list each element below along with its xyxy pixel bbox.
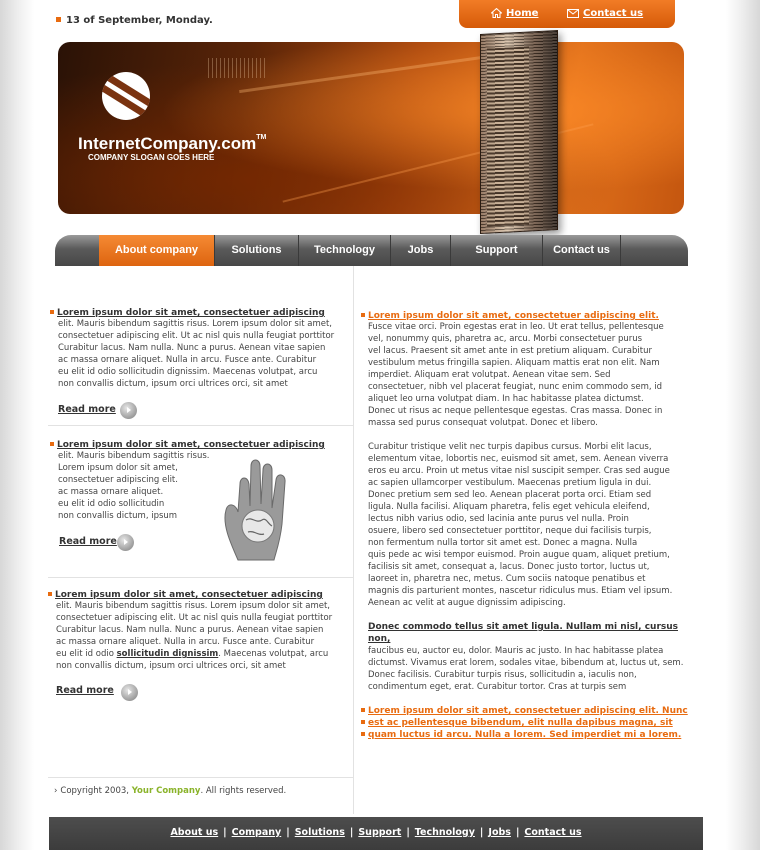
orange-bullet-icon [361, 313, 365, 317]
read-more-link[interactable]: Read more [59, 536, 117, 547]
read-more-link[interactable]: Read more [58, 404, 116, 415]
orange-bullet-icon [56, 17, 61, 22]
news-title-link[interactable]: Lorem ipsum dolor sit amet, consectetuer adipiscing [48, 590, 332, 600]
article-paragraph: Curabitur tristique velit nec turpis dapibus cursus. Morbi elit lacus, elementum vitae, lobortis nec, euismod sit amet, sem. Aenean viverra eros eu arcu. Proin ut metus vitae nisl suscipit semper. Cras sed augue ac sapien ullamcorper vestibulum. Maecenas pretium ligula in dui. Donec pretium sem sed leo. Aenean placerat porta orci. Etiam sed ligula. Nulla facilisi. Aliquam pharetra, felis eget vehicula eleifend, lectus nibh varius odio, sed lacinia ante purus vel nulla. Proin osuere, libero sed consectetuer porttitor, neque dui facilisis turpis, non fermentum nulla tortor sit amet est. Donec a magna. Nulla quis pede ac wisi tempor euismod. Proin augue quam, aliquet pretium, facilisis sit amet, consequat a, lacus. Donec justo tortor, luctus ut, laoreet in, pharetra nec, metus. Cum sociis natoque penatibus et magnis dis parturient montes, nascetur ridiculus mus. Etiam vel ipsum. Aenean ac velit at augue dignissim adipiscing. [368, 442, 673, 608]
company-logo-icon [102, 72, 150, 120]
right-column [355, 266, 703, 814]
date-line [56, 15, 213, 26]
top-links-tab [459, 0, 675, 28]
orange-bullet-icon [361, 720, 365, 724]
news-text: elit. Mauris bibendum sagittis risus. Lorem ipsum dolor sit amet, consectetuer adipiscing elit. Ut ac nisl quis nulla feugiat porttitor Curabitur lacus. Nam nulla. Nunc a purus. Aenean vitae sapien ac massa ornare aliquet. Nulla in arcu. Fusce ante. Curabitur eu elit id odio sollicitudin dignissim. Maecenas volutpat, arcu non convallis dictum, ipsum orci ultrices orci, sit amet [58, 319, 335, 389]
brand-name: InternetCompany.com™ [78, 134, 267, 153]
news-title-link[interactable]: Lorem ipsum dolor sit amet, consectetuer adipiscing [50, 308, 334, 318]
orange-link[interactable]: est ac pellentesque bibendum, elit nulla dapibus magna, sit [361, 717, 701, 729]
inline-link[interactable]: sollicitudin dignissim [116, 649, 219, 659]
orange-link-list [361, 705, 701, 741]
footer-link-technology[interactable]: Technology [414, 827, 475, 838]
hand-globe-image [216, 454, 300, 562]
home-icon [491, 8, 502, 18]
small-arrow-icon: › [54, 786, 58, 796]
arrow-right-icon[interactable] [120, 402, 137, 419]
news-title-link[interactable]: Lorem ipsum dolor sit amet, consectetuer adipiscing [50, 440, 325, 450]
trademark-mark: TM [256, 134, 267, 141]
copyright-line: › Copyright 2003, Your Company. All rights reserved. [48, 777, 354, 796]
nav-technology[interactable]: Technology [299, 235, 391, 266]
nav-about-company[interactable]: About company [99, 235, 215, 266]
nav-solutions[interactable]: Solutions [215, 235, 299, 266]
orange-bullet-icon [361, 732, 365, 736]
date-text: 13 of September, Monday. [66, 15, 213, 26]
footer-link-jobs[interactable]: Jobs [488, 827, 511, 838]
company-slogan: COMPANY SLOGAN GOES HERE [88, 153, 215, 162]
news-text: elit. Mauris bibendum sagittis risus. Lorem ipsum dolor sit amet, consectetuer adipiscing elit. ac massa ornare aliquet. eu elit id odio sollicitudin non convallis dictum, ipsum [58, 451, 210, 521]
orange-link[interactable]: quam luctus id arcu. Nulla a lorem. Sed imperdiet mi a lorem. [361, 729, 701, 741]
news-text: elit. Mauris bibendum sagittis risus. Lorem ipsum dolor sit amet, consectetuer adipiscing elit. Ut ac nisl quis nulla feugiat porttitor Curabitur lacus. Nam nulla. Nunc a purus. Aenean vitae sapien ac massa ornare aliquet. Nulla in arcu. Fusce ante. Curabitur eu elit id odio sollicitudin dignissim. Maecenas volutpat, arcu non convallis dictum, ipsum orci ultrices orci, sit amet [56, 601, 333, 671]
arrow-right-icon[interactable] [117, 534, 134, 551]
footer-link-contact-us[interactable]: Contact us [524, 827, 582, 838]
footer-link-support[interactable]: Support [358, 827, 402, 838]
orange-bullet-icon [361, 708, 365, 712]
article-subheading: Donec commodo tellus sit amet ligula. Nullam mi nisl, cursus non, [368, 622, 678, 644]
home-link-label: Home [506, 8, 539, 19]
banner-decoration [208, 58, 268, 78]
banner-decoration [239, 54, 497, 93]
header-banner [58, 42, 684, 214]
nav-support[interactable]: Support [451, 235, 543, 266]
contact-us-link-label: Contact us [583, 8, 644, 19]
orange-bullet-icon [50, 442, 54, 446]
article-title-link[interactable]: Lorem ipsum dolor sit amet, consectetuer adipiscing elit. [361, 311, 701, 321]
read-more-link[interactable]: Read more [56, 685, 114, 696]
arrow-right-icon[interactable] [121, 684, 138, 701]
footer-nav: About us | Company | Solutions | Support | Technology | Jobs | Contact us [49, 817, 703, 850]
footer-link-solutions[interactable]: Solutions [294, 827, 345, 838]
server-tower-image [480, 30, 558, 234]
left-column [48, 266, 354, 814]
nav-jobs[interactable]: Jobs [391, 235, 451, 266]
main-nav [55, 235, 688, 266]
company-name: Your Company [131, 786, 201, 796]
orange-bullet-icon [50, 310, 54, 314]
orange-bullet-icon [48, 592, 52, 596]
news-block [48, 426, 354, 578]
home-link[interactable] [491, 8, 538, 19]
article-paragraph: Donec commodo tellus sit amet ligula. Nullam mi nisl, cursus non, faucibus eu, auctor eu, dolor. Mauris ac justo. In hac habitasse platea dictumst. Vivamus erat lorem, sodales vitae, bibendum at, luctus ut, sem. Donec facilisis. Curabitur turpis risus, sollicitudin a, iaculis non, condimentum eget, erat. Curabitur tortor. Cras at turpis sem [361, 621, 701, 693]
article-paragraph: Fusce vitae orci. Proin egestas erat in leo. Ut erat tellus, pellentesque vel, nonummy quis, pharetra ac, arcu. Morbi consectetuer purus vel lacus. Praesent sit amet ante in est pretium aliquam. Curabitur vestibulum metus fringilla sapien. Aliquam mattis erat non elit. Nam imperdiet. Aliquam erat volutpat. Aenean vitae sem. Sed consectetuer, nibh vel placerat feugiat, nunc enim commodo sem, id aliquet leo urna volutpat diam. In hac habitasse platea dictumst. Donec ut risus ac neque pellentesque egestas. Cras massa. Donec in massa sed purus consequat volutpat. Donec et libero. [368, 322, 664, 428]
news-block [48, 578, 354, 777]
envelope-icon [567, 9, 579, 18]
contact-us-link[interactable] [567, 8, 643, 19]
footer-link-company[interactable]: Company [231, 827, 282, 838]
orange-link[interactable]: Lorem ipsum dolor sit amet, consectetuer adipiscing elit. Nunc [361, 705, 701, 717]
news-block [48, 266, 354, 426]
nav-contact-us[interactable]: Contact us [543, 235, 621, 266]
footer-link-about-us[interactable]: About us [170, 827, 219, 838]
